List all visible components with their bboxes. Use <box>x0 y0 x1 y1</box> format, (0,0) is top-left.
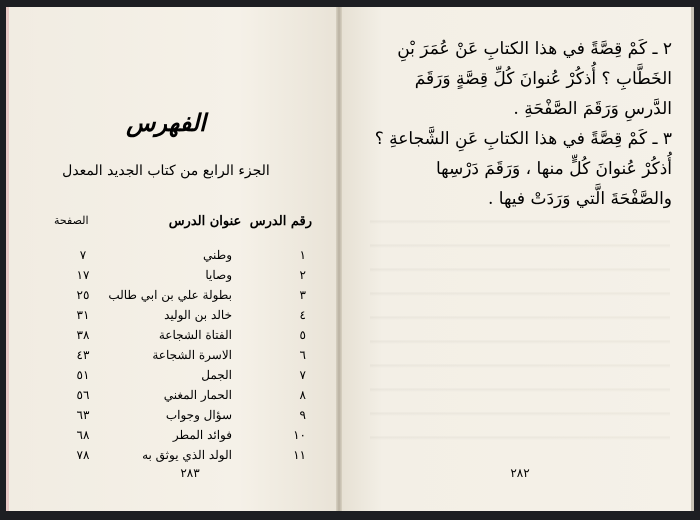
lesson-title: الاسرة الشجاعة <box>152 348 232 362</box>
lesson-number: ١ <box>299 248 306 262</box>
lesson-number: ٥ <box>299 328 306 342</box>
question-2-line: ٢ ـ كَمْ قِصَّةً في هذا الكتابِ عَنْ عُمَرَ بْنِ <box>397 39 672 59</box>
lesson-page: ٥١ <box>76 368 90 382</box>
question-3-line: أُذكُرْ عُنوانَ كُلٍّ منها ، وَرَقَمَ دَرْسِها <box>435 159 672 179</box>
lesson-page: ٦٨ <box>76 428 90 442</box>
index-subtitle: الجزء الرابع من كتاب الجديد المعدل <box>62 163 270 179</box>
question-2-line: الخَطَّابِ ؟ أُذكُرْ عُنوانَ كُلِّ قِصَّةٍ وَرَقَمَ <box>414 69 672 89</box>
lesson-title: وطني <box>203 248 232 262</box>
lesson-number: ٢ <box>299 268 306 282</box>
lesson-page: ٧ <box>79 248 87 262</box>
lesson-page: ٣١ <box>76 308 90 322</box>
table-row <box>0 266 332 286</box>
lesson-page: ٥٦ <box>76 388 90 402</box>
lesson-number: ١١ <box>293 448 306 462</box>
table-row <box>0 446 332 466</box>
lesson-page: ١٧ <box>76 268 90 282</box>
question-3-line: ٣ ـ كَمْ قِصَّةً في هذا الكتابِ عَنِ الشَّجاعةِ ؟ <box>374 129 672 149</box>
table-row <box>0 326 332 346</box>
header-page: الصفحة <box>54 214 89 227</box>
lesson-number: ٨ <box>299 388 306 402</box>
lesson-number: ٧ <box>299 368 306 382</box>
bleed-through-text <box>370 200 670 450</box>
question-2-line: الدَّرسِ وَرَقَمَ الصَّفْحَةِ . <box>513 99 672 119</box>
table-row <box>0 346 332 366</box>
lesson-page: ٣٨ <box>76 328 90 342</box>
table-row <box>0 406 332 426</box>
lesson-number: ٩ <box>299 408 306 422</box>
lesson-number: ٣ <box>299 288 306 302</box>
lesson-page: ٦٣ <box>76 408 90 422</box>
table-row <box>0 426 332 446</box>
lesson-page: ٤٣ <box>76 348 90 362</box>
header-lesson-title: عنوان الدرس <box>168 214 242 229</box>
lesson-number: ٤ <box>299 308 306 322</box>
lesson-title: خالد بن الوليد <box>164 308 232 322</box>
header-lesson-number: رقم الدرس <box>249 214 312 229</box>
lesson-title: فوائد المطر <box>172 428 232 442</box>
lesson-number: ٦ <box>299 348 306 362</box>
table-row <box>0 366 332 386</box>
question-2 <box>352 34 672 124</box>
right-page-number: ٢٨٢ <box>510 466 530 480</box>
table-row <box>0 306 332 326</box>
lesson-title: الجمل <box>201 368 232 382</box>
left-page-number: ٢٨٣ <box>180 466 200 480</box>
table-row <box>0 386 332 406</box>
right-page-edge <box>691 7 694 511</box>
lesson-page: ٧٨ <box>76 448 90 462</box>
book-gutter <box>336 7 342 511</box>
question-3-line: والصَّفْحَةَ الَّتي وَرَدَتْ فيها . <box>487 189 672 209</box>
lesson-title: وصايا <box>205 268 232 282</box>
lesson-page: ٢٥ <box>76 288 90 302</box>
lesson-title: الحمار المغني <box>163 388 232 402</box>
lesson-title: الفتاة الشجاعة <box>158 328 232 342</box>
table-row <box>0 286 332 306</box>
lesson-title: الولد الذي يوثق به <box>142 448 232 462</box>
question-3 <box>352 124 672 214</box>
lesson-title: بطولة علي بن ابي طالب <box>108 288 232 302</box>
lesson-title: سؤال وجواب <box>165 408 232 422</box>
table-row <box>0 246 332 266</box>
index-title: الفهرس <box>126 108 206 137</box>
lesson-number: ١٠ <box>293 428 306 442</box>
